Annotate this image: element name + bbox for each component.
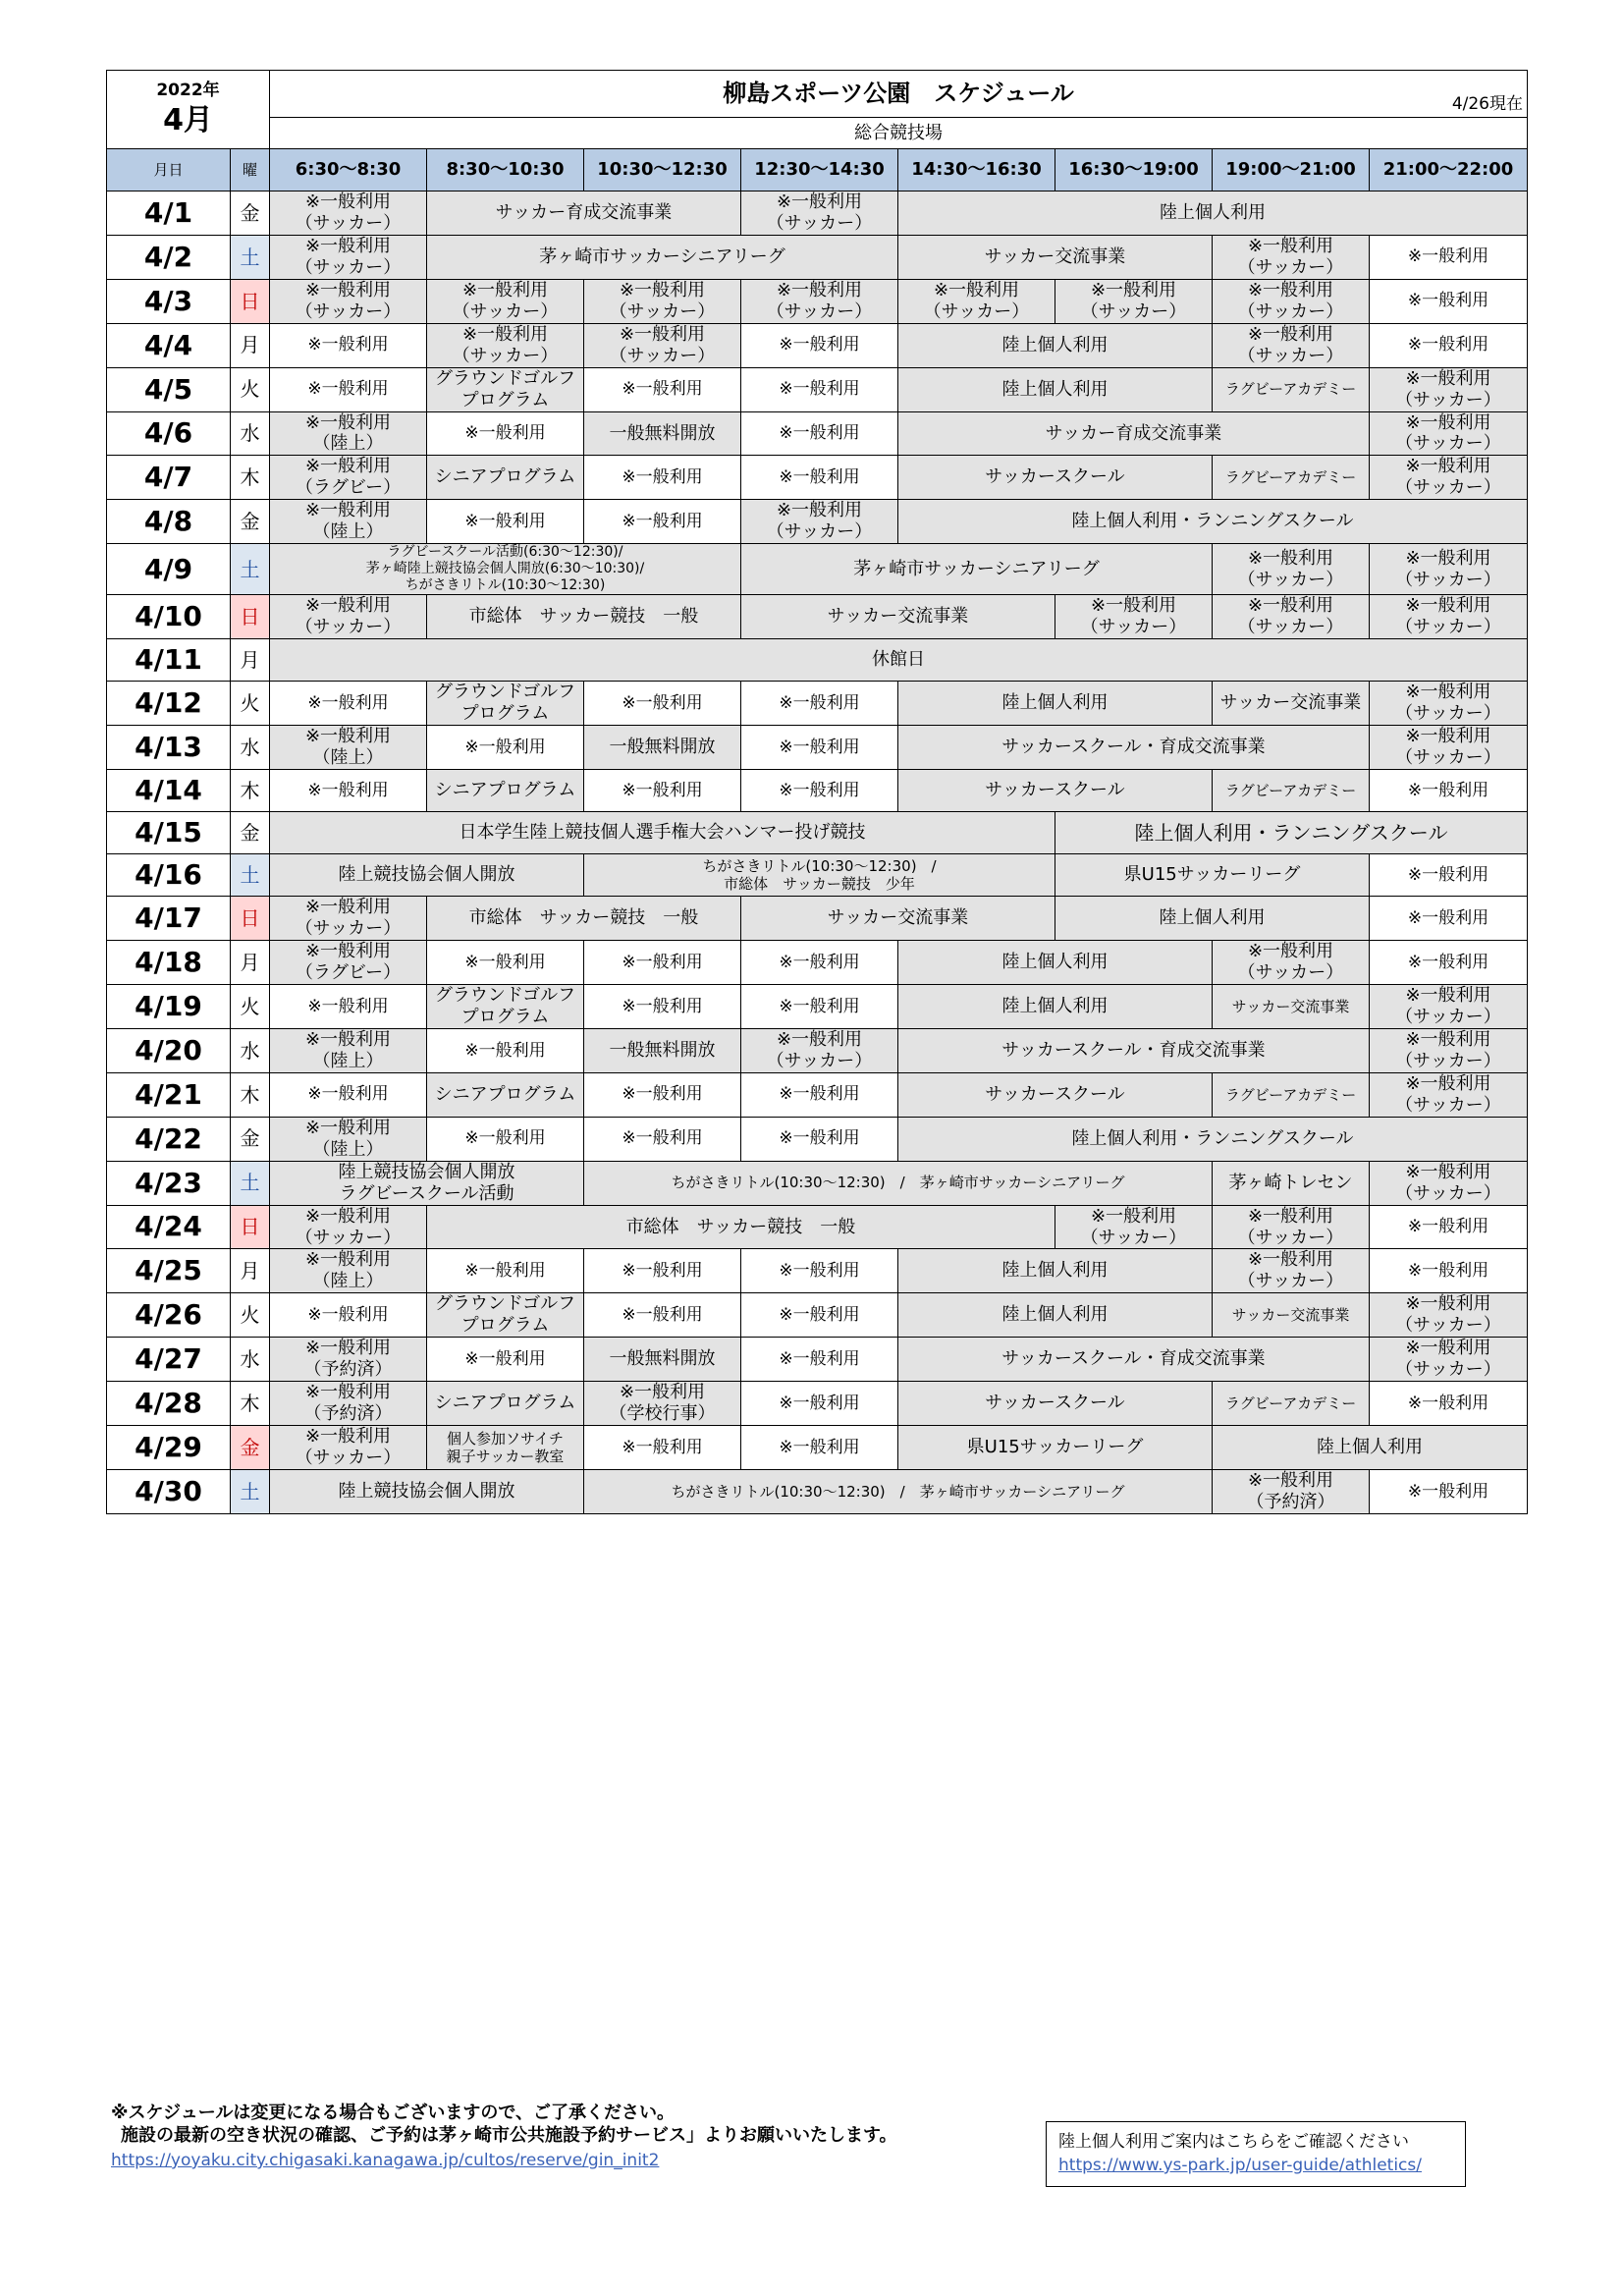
slot-cell-event: 陸上競技協会個人開放 ラグビースクール活動 xyxy=(270,1161,584,1205)
slot-cell-event: 陸上個人利用 xyxy=(1055,897,1370,941)
slot-cell-event: ※一般利用 （サッカー） xyxy=(270,279,427,323)
slot-cell-event: サッカースクール xyxy=(898,1382,1213,1426)
schedule-row xyxy=(107,456,1528,500)
date-cell: 4/4 xyxy=(107,323,231,367)
schedule-row xyxy=(107,812,1528,854)
slot-cell-open: ※一般利用 xyxy=(427,941,584,985)
slot-cell-open: ※一般利用 xyxy=(584,985,741,1029)
day-of-week-cell: 土 xyxy=(231,1161,270,1205)
slot-cell-event: ※一般利用 （サッカー） xyxy=(1213,941,1370,985)
slot-cell-event: ※一般利用 （サッカー） xyxy=(1055,595,1213,639)
slot-cell-open: ※一般利用 xyxy=(427,1117,584,1161)
slot-cell-open: ※一般利用 xyxy=(741,1117,898,1161)
slot-cell-open: ※一般利用 xyxy=(584,770,741,812)
schedule-row xyxy=(107,985,1528,1029)
slot-cell-event: ※一般利用 （サッカー） xyxy=(1370,1338,1528,1382)
year-month-cell xyxy=(107,71,270,149)
day-of-week-cell: 火 xyxy=(231,367,270,411)
slot-cell-event: サッカー交流事業 xyxy=(1213,1293,1370,1338)
day-of-week-cell: 日 xyxy=(231,595,270,639)
slot-cell-open: ※一般利用 xyxy=(584,1117,741,1161)
slot-cell-event: ラグビースクール活動(6:30～12:30)/ 茅ヶ崎陸上競技協会個人開放(6:30～10:30)/ ちがさきリトル(10:30～12:30) xyxy=(270,544,741,595)
schedule-row xyxy=(107,1205,1528,1249)
slot-cell-event: 個人参加ソサイチ 親子サッカー教室 xyxy=(427,1426,584,1470)
slot-cell-event: 茅ヶ崎トレセン xyxy=(1213,1161,1370,1205)
slot-cell-event: グラウンドゴルフ プログラム xyxy=(427,682,584,726)
slot-cell-event: シニアプログラム xyxy=(427,770,584,812)
slot-cell-event: ※一般利用 （ラグビー） xyxy=(270,941,427,985)
slot-cell-event: ※一般利用 （サッカー） xyxy=(270,191,427,236)
date-cell: 4/3 xyxy=(107,279,231,323)
schedule-row xyxy=(107,500,1528,544)
slot-cell-open: ※一般利用 xyxy=(584,1293,741,1338)
slot-cell-open: ※一般利用 xyxy=(741,1426,898,1470)
slot-cell-open: ※一般利用 xyxy=(741,1249,898,1293)
slot-cell-open: ※一般利用 xyxy=(1370,770,1528,812)
slot-cell-open: ※一般利用 xyxy=(1370,235,1528,279)
date-cell: 4/18 xyxy=(107,941,231,985)
venue-name: 総合競技場 xyxy=(270,118,1528,149)
slot-cell-open: ※一般利用 xyxy=(741,770,898,812)
slot-cell-open: ※一般利用 xyxy=(1370,1469,1528,1513)
slot-cell-event: ※一般利用 （サッカー） xyxy=(1213,595,1370,639)
slot-cell-event: ※一般利用 （サッカー） xyxy=(898,279,1055,323)
schedule-row xyxy=(107,323,1528,367)
slot-cell-event: 市総体 サッカー競技 一般 xyxy=(427,897,741,941)
slot-cell-event: 陸上個人利用 xyxy=(898,191,1528,236)
slot-cell-event: ※一般利用 （サッカー） xyxy=(1213,1205,1370,1249)
slot-cell-open: ※一般利用 xyxy=(427,500,584,544)
date-cell: 4/20 xyxy=(107,1028,231,1072)
year-label: 2022年 xyxy=(156,80,220,100)
slot-cell-event: ラグビーアカデミー xyxy=(1213,1072,1370,1117)
slot-cell-open: ※一般利用 xyxy=(1370,854,1528,897)
athletics-info-box xyxy=(1046,2121,1466,2187)
date-cell: 4/25 xyxy=(107,1249,231,1293)
slot-cell-event: ※一般利用 （サッカー） xyxy=(741,191,898,236)
day-of-week-cell: 月 xyxy=(231,639,270,682)
slot-cell-open: ※一般利用 xyxy=(741,1338,898,1382)
schedule-row xyxy=(107,726,1528,770)
schedule-row xyxy=(107,1028,1528,1072)
day-of-week-cell: 日 xyxy=(231,279,270,323)
slot-cell-event: ※一般利用 （サッカー） xyxy=(1213,544,1370,595)
slot-cell-event: ※一般利用 （陸上） xyxy=(270,411,427,456)
slot-cell-event: ※一般利用 （サッカー） xyxy=(1370,1293,1528,1338)
col-header-slot: 10:30～12:30 xyxy=(584,149,741,191)
footer-note-reservation: 施設の最新の空き状況の確認、ご予約は茅ヶ崎市公共施設予約サービス」よりお願いいたします。 xyxy=(121,2125,897,2147)
slot-cell-open: ※一般利用 xyxy=(270,323,427,367)
slot-cell-event: ※一般利用 （サッカー） xyxy=(584,279,741,323)
date-cell: 4/7 xyxy=(107,456,231,500)
slot-cell-open: ※一般利用 xyxy=(584,682,741,726)
footer-note-change: ※スケジュールは変更になる場合もございますので、ご了承ください。 xyxy=(111,2103,676,2123)
slot-cell-open: ※一般利用 xyxy=(270,367,427,411)
schedule-row xyxy=(107,191,1528,236)
day-of-week-cell: 金 xyxy=(231,1426,270,1470)
month-label: 4月 xyxy=(163,102,213,137)
slot-cell-open: ※一般利用 xyxy=(584,1249,741,1293)
athletics-info-text: 陸上個人利用ご案内はこちらをご確認ください xyxy=(1058,2132,1409,2152)
slot-cell-event: 県U15サッカーリーグ xyxy=(898,1426,1213,1470)
slot-cell-open: ※一般利用 xyxy=(270,985,427,1029)
slot-cell-event: サッカー交流事業 xyxy=(741,897,1055,941)
slot-cell-event: ちがさきリトル(10:30～12:30) / 茅ヶ崎市サッカーシニアリーグ xyxy=(584,1469,1213,1513)
date-cell: 4/5 xyxy=(107,367,231,411)
slot-cell-event: 一般無料開放 xyxy=(584,1338,741,1382)
slot-cell-event: グラウンドゴルフ プログラム xyxy=(427,1293,584,1338)
day-of-week-cell: 木 xyxy=(231,456,270,500)
slot-cell-event: ※一般利用 （サッカー） xyxy=(1055,1205,1213,1249)
date-cell: 4/12 xyxy=(107,682,231,726)
slot-cell-open: ※一般利用 xyxy=(741,367,898,411)
reservation-link[interactable]: https://yoyaku.city.chigasaki.kanagawa.jp/cultos/reserve/gin_init2 xyxy=(111,2151,660,2170)
slot-cell-event: 陸上競技協会個人開放 xyxy=(270,854,584,897)
date-cell: 4/21 xyxy=(107,1072,231,1117)
date-cell: 4/24 xyxy=(107,1205,231,1249)
slot-cell-event: ※一般利用 （サッカー） xyxy=(1213,279,1370,323)
slot-cell-event: 陸上個人利用 xyxy=(898,1249,1213,1293)
slot-cell-event: シニアプログラム xyxy=(427,456,584,500)
slot-cell-open: ※一般利用 xyxy=(741,1072,898,1117)
slot-cell-event: ※一般利用 （サッカー） xyxy=(1370,411,1528,456)
day-of-week-cell: 日 xyxy=(231,897,270,941)
slot-cell-event: ラグビーアカデミー xyxy=(1213,770,1370,812)
date-cell: 4/8 xyxy=(107,500,231,544)
date-cell: 4/1 xyxy=(107,191,231,236)
slot-cell-open: ※一般利用 xyxy=(270,682,427,726)
col-header-slot: 14:30～16:30 xyxy=(898,149,1055,191)
slot-cell-event: 市総体 サッカー競技 一般 xyxy=(427,595,741,639)
col-header-date: 月日 xyxy=(107,149,231,191)
day-of-week-cell: 火 xyxy=(231,1293,270,1338)
day-of-week-cell: 日 xyxy=(231,1205,270,1249)
day-of-week-cell: 月 xyxy=(231,323,270,367)
slot-cell-event: ※一般利用 （サッカー） xyxy=(1370,726,1528,770)
day-of-week-cell: 土 xyxy=(231,1469,270,1513)
date-cell: 4/29 xyxy=(107,1426,231,1470)
day-of-week-cell: 水 xyxy=(231,411,270,456)
slot-cell-event: ※一般利用 （サッカー） xyxy=(741,279,898,323)
slot-cell-open: ※一般利用 xyxy=(584,941,741,985)
slot-cell-event: 陸上個人利用 xyxy=(898,1293,1213,1338)
col-header-slot: 16:30～19:00 xyxy=(1055,149,1213,191)
slot-cell-event: 茅ヶ崎市サッカーシニアリーグ xyxy=(741,544,1213,595)
date-cell: 4/14 xyxy=(107,770,231,812)
slot-cell-event: ※一般利用 （サッカー） xyxy=(270,897,427,941)
as-of-date: 4/26現在 xyxy=(1451,94,1523,115)
slot-cell-event: ※一般利用 （サッカー） xyxy=(1370,595,1528,639)
date-cell: 4/17 xyxy=(107,897,231,941)
day-of-week-cell: 水 xyxy=(231,726,270,770)
schedule-row xyxy=(107,1249,1528,1293)
col-header-slot: 12:30～14:30 xyxy=(741,149,898,191)
schedule-row xyxy=(107,367,1528,411)
slot-cell-open: ※一般利用 xyxy=(584,456,741,500)
day-of-week-cell: 金 xyxy=(231,500,270,544)
slot-cell-event: 陸上個人利用 xyxy=(898,682,1213,726)
slot-cell-event: ※一般利用 （陸上） xyxy=(270,726,427,770)
slot-cell-event: サッカー交流事業 xyxy=(1213,985,1370,1029)
slot-cell-event: ※一般利用 （サッカー） xyxy=(270,235,427,279)
schedule-row xyxy=(107,411,1528,456)
schedule-row xyxy=(107,279,1528,323)
schedule-row xyxy=(107,1117,1528,1161)
slot-cell-event: サッカースクール xyxy=(898,770,1213,812)
slot-cell-event: ※一般利用 （陸上） xyxy=(270,1249,427,1293)
date-cell: 4/19 xyxy=(107,985,231,1029)
slot-cell-event: ※一般利用 （陸上） xyxy=(270,1028,427,1072)
slot-cell-open: ※一般利用 xyxy=(270,770,427,812)
date-cell: 4/6 xyxy=(107,411,231,456)
slot-cell-open: ※一般利用 xyxy=(584,500,741,544)
schedule-row xyxy=(107,235,1528,279)
day-of-week-cell: 土 xyxy=(231,854,270,897)
day-of-week-cell: 月 xyxy=(231,1249,270,1293)
day-of-week-cell: 火 xyxy=(231,985,270,1029)
slot-cell-event: ※一般利用 （サッカー） xyxy=(1370,1161,1528,1205)
slot-cell-event: ※一般利用 （サッカー） xyxy=(741,1028,898,1072)
slot-cell-open: ※一般利用 xyxy=(1370,279,1528,323)
slot-cell-open: ※一般利用 xyxy=(741,682,898,726)
date-cell: 4/30 xyxy=(107,1469,231,1513)
slot-cell-event: ※一般利用 （ラグビー） xyxy=(270,456,427,500)
schedule-row xyxy=(107,1426,1528,1470)
slot-cell-event: 日本学生陸上競技個人選手権大会ハンマー投げ競技 xyxy=(270,812,1055,854)
day-of-week-cell: 月 xyxy=(231,941,270,985)
slot-cell-open: ※一般利用 xyxy=(741,1293,898,1338)
day-of-week-cell: 土 xyxy=(231,544,270,595)
slot-cell-event: サッカー交流事業 xyxy=(898,235,1213,279)
slot-cell-event: サッカー交流事業 xyxy=(741,595,1055,639)
slot-cell-event: サッカースクール xyxy=(898,456,1213,500)
date-cell: 4/16 xyxy=(107,854,231,897)
slot-cell-event: ※一般利用 （サッカー） xyxy=(1370,682,1528,726)
slot-cell-open: ※一般利用 xyxy=(741,941,898,985)
slot-cell-event: 一般無料開放 xyxy=(584,726,741,770)
date-cell: 4/27 xyxy=(107,1338,231,1382)
slot-cell-open: ※一般利用 xyxy=(741,985,898,1029)
slot-cell-event: 陸上個人利用 xyxy=(898,941,1213,985)
schedule-table xyxy=(106,70,1528,1514)
date-cell: 4/11 xyxy=(107,639,231,682)
footer-notes xyxy=(111,2102,897,2148)
col-header-slot: 21:00～22:00 xyxy=(1370,149,1528,191)
slot-cell-event: シニアプログラム xyxy=(427,1072,584,1117)
slot-cell-event: サッカー交流事業 xyxy=(1213,682,1370,726)
date-cell: 4/26 xyxy=(107,1293,231,1338)
slot-cell-open: ※一般利用 xyxy=(741,456,898,500)
schedule-row xyxy=(107,1338,1528,1382)
slot-cell-event: ※一般利用 （サッカー） xyxy=(1213,235,1370,279)
slot-cell-event: 陸上個人利用 xyxy=(898,367,1213,411)
slot-cell-open: ※一般利用 xyxy=(427,1028,584,1072)
slot-cell-open: ※一般利用 xyxy=(270,1293,427,1338)
slot-cell-open: ※一般利用 xyxy=(1370,1205,1528,1249)
slot-cell-event: 一般無料開放 xyxy=(584,1028,741,1072)
slot-cell-event: グラウンドゴルフ プログラム xyxy=(427,985,584,1029)
slot-cell-open: ※一般利用 xyxy=(1370,941,1528,985)
slot-cell-event: ※一般利用 （サッカー） xyxy=(1213,323,1370,367)
slot-cell-open: ※一般利用 xyxy=(427,726,584,770)
slot-cell-open: ※一般利用 xyxy=(741,1382,898,1426)
slot-cell-event: 陸上個人利用・ランニングスクール xyxy=(898,1117,1528,1161)
date-cell: 4/28 xyxy=(107,1382,231,1426)
slot-cell-event: サッカースクール・育成交流事業 xyxy=(898,1028,1370,1072)
slot-cell-event: ※一般利用 （サッカー） xyxy=(741,500,898,544)
schedule-row xyxy=(107,1382,1528,1426)
slot-cell-event: ※一般利用 （サッカー） xyxy=(1370,985,1528,1029)
schedule-row xyxy=(107,854,1528,897)
slot-cell-open: ※一般利用 xyxy=(584,1426,741,1470)
schedule-row xyxy=(107,897,1528,941)
slot-cell-event: 陸上競技協会個人開放 xyxy=(270,1469,584,1513)
date-cell: 4/2 xyxy=(107,235,231,279)
slot-cell-event: ちがさきリトル(10:30～12:30) / 茅ヶ崎市サッカーシニアリーグ xyxy=(584,1161,1213,1205)
day-of-week-cell: 水 xyxy=(231,1338,270,1382)
slot-cell-event: グラウンドゴルフ プログラム xyxy=(427,367,584,411)
slot-cell-open: ※一般利用 xyxy=(427,1249,584,1293)
slot-cell-event: ※一般利用 （サッカー） xyxy=(1213,1249,1370,1293)
slot-cell-event: ※一般利用 （学校行事） xyxy=(584,1382,741,1426)
slot-cell-open: ※一般利用 xyxy=(427,1338,584,1382)
title-cell xyxy=(270,71,1528,118)
schedule-row xyxy=(107,1293,1528,1338)
slot-cell-event: ※一般利用 （サッカー） xyxy=(584,323,741,367)
schedule-row xyxy=(107,1469,1528,1513)
slot-cell-open: ※一般利用 xyxy=(1370,1249,1528,1293)
schedule-row xyxy=(107,770,1528,812)
slot-cell-event: ※一般利用 （サッカー） xyxy=(270,1205,427,1249)
slot-cell-event: ※一般利用 （サッカー） xyxy=(427,323,584,367)
slot-cell-event: ※一般利用 （サッカー） xyxy=(270,1426,427,1470)
slot-cell-event: ※一般利用 （予約済） xyxy=(270,1382,427,1426)
date-cell: 4/23 xyxy=(107,1161,231,1205)
slot-cell-event: ちがさきリトル(10:30～12:30) / 市総体 サッカー競技 少年 xyxy=(584,854,1055,897)
slot-cell-event: 陸上個人利用 xyxy=(1213,1426,1528,1470)
slot-cell-open: ※一般利用 xyxy=(270,1072,427,1117)
slot-cell-open: ※一般利用 xyxy=(427,411,584,456)
day-of-week-cell: 金 xyxy=(231,1117,270,1161)
slot-cell-event: 一般無料開放 xyxy=(584,411,741,456)
slot-cell-event: ※一般利用 （サッカー） xyxy=(1370,1028,1528,1072)
slot-cell-event: ラグビーアカデミー xyxy=(1213,1382,1370,1426)
slot-cell-event: 陸上個人利用・ランニングスクール xyxy=(898,500,1528,544)
day-of-week-cell: 金 xyxy=(231,191,270,236)
date-cell: 4/15 xyxy=(107,812,231,854)
athletics-info-link[interactable]: https://www.ys-park.jp/user-guide/athletics/ xyxy=(1058,2156,1422,2175)
col-header-slot: 6:30～8:30 xyxy=(270,149,427,191)
col-header-slot: 8:30～10:30 xyxy=(427,149,584,191)
schedule-row xyxy=(107,639,1528,682)
date-cell: 4/9 xyxy=(107,544,231,595)
slot-cell-event: ※一般利用 （サッカー） xyxy=(1370,367,1528,411)
slot-cell-event: ラグビーアカデミー xyxy=(1213,367,1370,411)
slot-cell-event: サッカー育成交流事業 xyxy=(427,191,741,236)
day-of-week-cell: 木 xyxy=(231,770,270,812)
slot-cell-event: 市総体 サッカー競技 一般 xyxy=(427,1205,1055,1249)
slot-cell-event: 茅ヶ崎市サッカーシニアリーグ xyxy=(427,235,898,279)
day-of-week-cell: 火 xyxy=(231,682,270,726)
slot-cell-event: ※一般利用 （サッカー） xyxy=(270,595,427,639)
slot-cell-open: ※一般利用 xyxy=(1370,897,1528,941)
col-header-slot: 19:00～21:00 xyxy=(1213,149,1370,191)
slot-cell-event: ※一般利用 （予約済） xyxy=(270,1338,427,1382)
day-of-week-cell: 水 xyxy=(231,1028,270,1072)
schedule-row xyxy=(107,1161,1528,1205)
page-title: 柳島スポーツ公園 スケジュール xyxy=(723,79,1074,107)
schedule-row xyxy=(107,544,1528,595)
day-of-week-cell: 金 xyxy=(231,812,270,854)
slot-cell-event: ※一般利用 （サッカー） xyxy=(1370,1072,1528,1117)
slot-cell-event: ※一般利用 （陸上） xyxy=(270,500,427,544)
slot-cell-event: サッカースクール xyxy=(898,1072,1213,1117)
slot-cell-event: ※一般利用 （サッカー） xyxy=(427,279,584,323)
slot-cell-open: ※一般利用 xyxy=(584,1072,741,1117)
slot-cell-open: ※一般利用 xyxy=(584,367,741,411)
slot-cell-event: 陸上個人利用 xyxy=(898,323,1213,367)
date-cell: 4/10 xyxy=(107,595,231,639)
slot-cell-open: ※一般利用 xyxy=(741,411,898,456)
schedule-row xyxy=(107,1072,1528,1117)
slot-cell-event: 陸上個人利用・ランニングスクール xyxy=(1055,812,1528,854)
slot-cell-event: サッカースクール・育成交流事業 xyxy=(898,726,1370,770)
slot-cell-event: ラグビーアカデミー xyxy=(1213,456,1370,500)
day-of-week-cell: 木 xyxy=(231,1072,270,1117)
slot-cell-event: 休館日 xyxy=(270,639,1528,682)
slot-cell-event: ※一般利用 （予約済） xyxy=(1213,1469,1370,1513)
slot-cell-event: ※一般利用 （サッカー） xyxy=(1055,279,1213,323)
schedule-row xyxy=(107,595,1528,639)
schedule-row xyxy=(107,682,1528,726)
slot-cell-event: ※一般利用 （陸上） xyxy=(270,1117,427,1161)
slot-cell-event: 県U15サッカーリーグ xyxy=(1055,854,1370,897)
slot-cell-open: ※一般利用 xyxy=(1370,1382,1528,1426)
slot-cell-open: ※一般利用 xyxy=(1370,323,1528,367)
slot-cell-event: ※一般利用 （サッカー） xyxy=(1370,456,1528,500)
schedule-row xyxy=(107,941,1528,985)
date-cell: 4/22 xyxy=(107,1117,231,1161)
day-of-week-cell: 土 xyxy=(231,235,270,279)
date-cell: 4/13 xyxy=(107,726,231,770)
slot-cell-open: ※一般利用 xyxy=(741,323,898,367)
slot-cell-event: サッカースクール・育成交流事業 xyxy=(898,1338,1370,1382)
slot-cell-event: シニアプログラム xyxy=(427,1382,584,1426)
slot-cell-event: 陸上個人利用 xyxy=(898,985,1213,1029)
slot-cell-event: サッカー育成交流事業 xyxy=(898,411,1370,456)
col-header-dow: 曜 xyxy=(231,149,270,191)
slot-cell-open: ※一般利用 xyxy=(741,726,898,770)
slot-cell-event: ※一般利用 （サッカー） xyxy=(1370,544,1528,595)
day-of-week-cell: 木 xyxy=(231,1382,270,1426)
